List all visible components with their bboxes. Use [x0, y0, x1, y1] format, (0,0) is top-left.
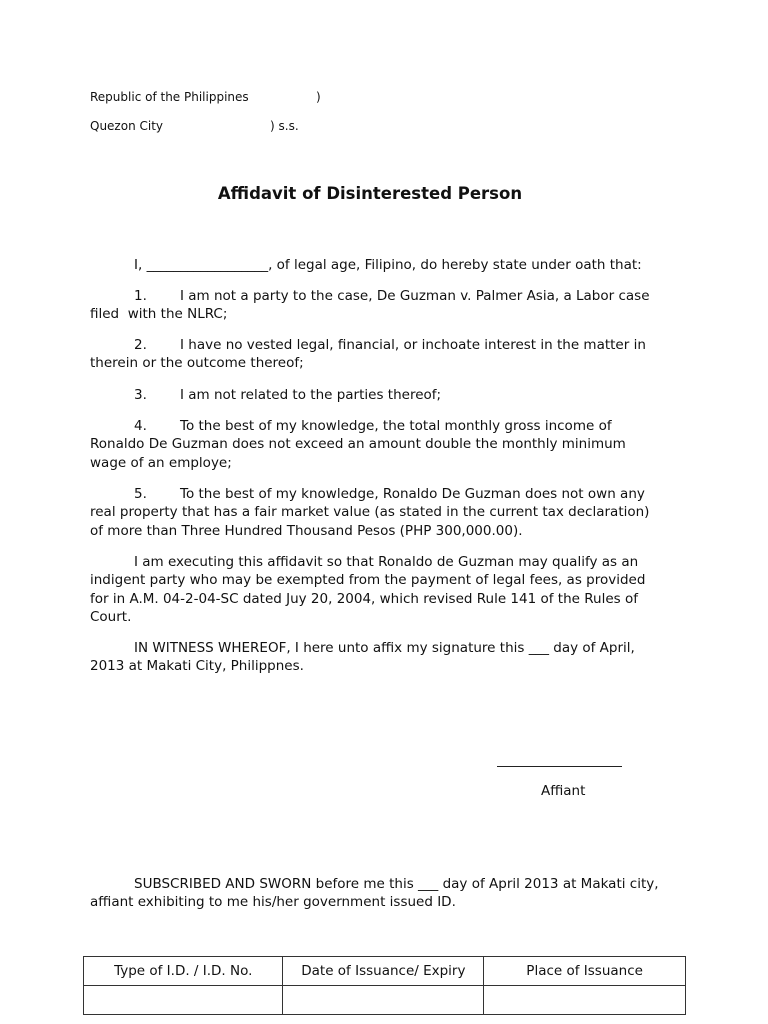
- id-type-header: Type of I.D. / I.D. No.: [84, 957, 283, 986]
- witness-first-line: IN WITNESS WHEREOF, I here unto affix my signature this ___ day of April,: [134, 640, 635, 656]
- executing-rest: indigent party who may be exempted from the payment of legal fees, as provided for in A.M. 04-2-04-SC dated Juy 20, 2004, which revised Rule 141 of the Rules of Court.: [90, 572, 646, 625]
- item-continuation: filed with the NLRC;: [90, 306, 228, 323]
- issuance-date-cell[interactable]: [283, 986, 484, 1015]
- numbered-item: [90, 336, 675, 373]
- numbered-item: [90, 485, 675, 540]
- item-text: I have no vested legal, financial, or inchoate interest in the matter in: [180, 337, 646, 353]
- item-number: 3.: [134, 387, 147, 403]
- item-text: I am not a party to the case, De Guzman v. Palmer Asia, a Labor case: [180, 288, 650, 304]
- witness-rest: 2013 at Makati City, Philippnes.: [90, 658, 304, 675]
- venue-ss: ) s.s.: [270, 119, 299, 133]
- item-number: 5.: [134, 486, 147, 502]
- intro-text: I, __________________, of legal age, Filipino, do hereby state under oath that:: [134, 257, 642, 273]
- witness-paragraph: [90, 639, 675, 676]
- item-continuation: Ronaldo De Guzman does not exceed an amount double the monthly minimum wage of an employe;: [90, 436, 626, 471]
- item-continuation: therein or the outcome thereof;: [90, 355, 304, 372]
- affiant-label: Affiant: [541, 783, 586, 799]
- issuance-place-cell[interactable]: [484, 986, 686, 1015]
- subscribed-rest: affiant exhibiting to me his/her government issued ID.: [90, 894, 456, 911]
- item-continuation: real property that has a fair market value (as stated in the current tax declaration) of more than Three Hundred Thousand Pesos (PHP 300,000.00).: [90, 504, 650, 539]
- item-text: I am not related to the parties thereof;: [180, 387, 442, 403]
- venue-city: Quezon City: [90, 119, 164, 133]
- numbered-item: [90, 287, 675, 324]
- subscribed-first-line: SUBSCRIBED AND SWORN before me this ___ day of April 2013 at Makati city,: [134, 876, 659, 892]
- table-row: [84, 986, 686, 1015]
- item-number: 2.: [134, 337, 147, 353]
- intro-statement: [90, 256, 675, 274]
- item-text: To the best of my knowledge, the total monthly gross income of: [180, 418, 612, 434]
- signature-line: [497, 759, 622, 767]
- item-number: 4.: [134, 418, 147, 434]
- id-table: [83, 956, 686, 1015]
- numbered-item: [90, 386, 675, 404]
- executing-first-line: I am executing this affidavit so that Ronaldo de Guzman may qualify as an: [134, 554, 639, 570]
- item-number: 1.: [134, 288, 147, 304]
- id-type-cell[interactable]: [84, 986, 283, 1015]
- venue-bracket: ): [316, 90, 321, 104]
- id-table-header-row: [84, 957, 686, 986]
- issuance-date-header: Date of Issuance/ Expiry: [283, 957, 484, 986]
- executing-paragraph: [90, 553, 675, 626]
- subscribed-paragraph: [90, 875, 675, 912]
- numbered-item: [90, 417, 675, 472]
- venue-country: Republic of the Philippines: [90, 90, 249, 104]
- item-text: To the best of my knowledge, Ronaldo De Guzman does not own any: [180, 486, 645, 502]
- issuance-place-header: Place of Issuance: [484, 957, 686, 986]
- document-title: Affidavit of Disinterested Person: [217, 184, 523, 203]
